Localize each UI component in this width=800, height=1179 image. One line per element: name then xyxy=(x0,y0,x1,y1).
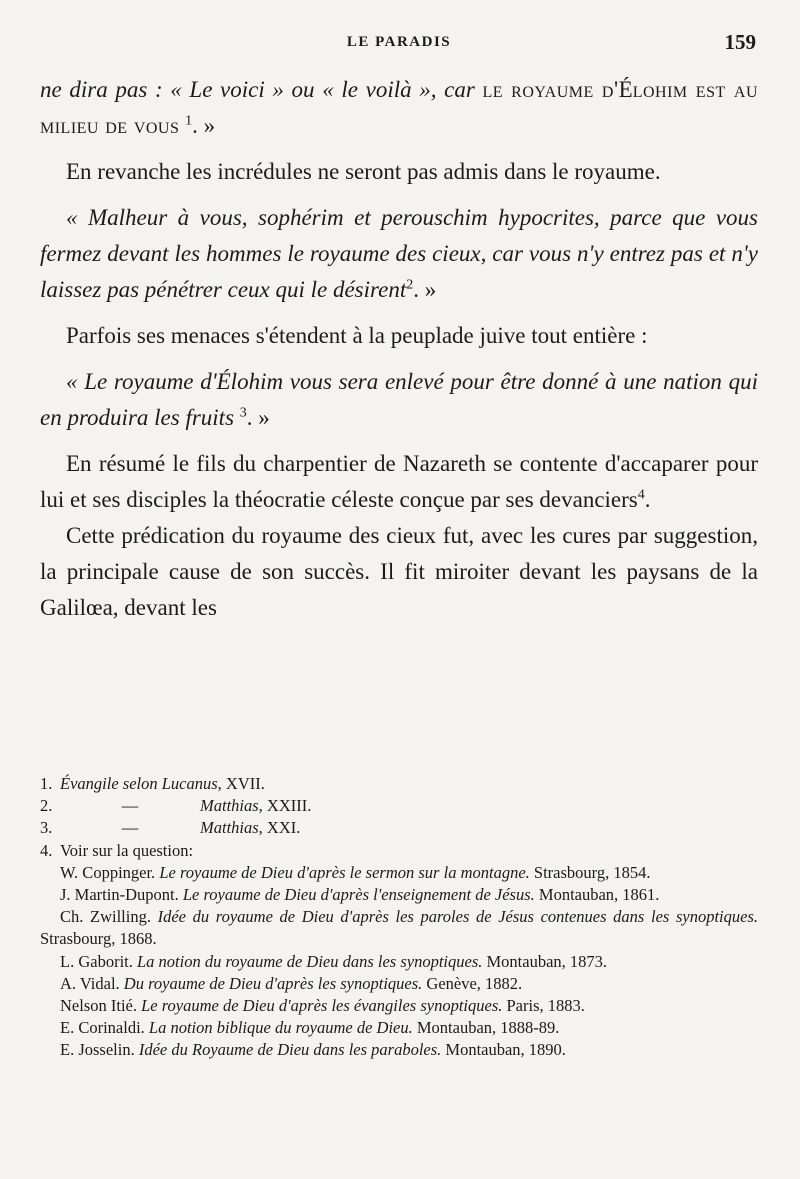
biblio-title: Du royaume de Dieu d'après les synoptiques. xyxy=(123,973,423,993)
biblio-title: La notion du royaume de Dieu dans les synoptiques. xyxy=(136,951,483,971)
footnote-number: 4. xyxy=(40,840,53,860)
footnote-ref-4[interactable]: 4 xyxy=(637,487,645,503)
ditto-dash: — xyxy=(121,818,139,838)
body-text xyxy=(40,72,758,626)
bibliography-entry xyxy=(40,884,758,906)
biblio-title: Le royaume de Dieu d'après les évangiles synoptiques. xyxy=(141,996,503,1016)
footnote-source: Matthias xyxy=(200,796,259,816)
footnote-ref-3[interactable]: 3 xyxy=(239,405,247,421)
page-number: 159 xyxy=(724,30,756,54)
bibliography-entry xyxy=(40,862,758,884)
footnote-source: Évangile selon Lucanus xyxy=(60,774,218,793)
quote-close: . » xyxy=(192,113,216,138)
small-caps-text: lohim est au milieu de vous xyxy=(40,77,758,138)
biblio-title: La notion biblique du royaume de Dieu. xyxy=(148,1018,413,1038)
biblio-title: Idée du royaume de Dieu d'après les paroles de Jésus contenues dans les synoptiques. xyxy=(157,907,758,927)
paragraph-2: En revanche les incrédules ne seront pas admis dans le royaume. xyxy=(66,159,661,184)
quote-text: « Malheur à vous, sophérim et perouschim hypocrites, parce que vous fermez devant les hommes le royaume des cieux, car vous n'y entrez pas et n'y laissez pas pénétrer ceux qui le désirent xyxy=(40,205,758,302)
biblio-publication: Genève, 1882. xyxy=(422,973,523,993)
footnote-1 xyxy=(40,773,758,795)
footnote-ref-1[interactable]: 1 xyxy=(185,113,193,129)
footnote-text: Voir sur la question: xyxy=(60,840,194,860)
capital-e: É xyxy=(618,77,633,102)
biblio-author: J. Martin-Dupont. xyxy=(60,885,183,905)
footnote-4 xyxy=(40,840,758,862)
footnotes xyxy=(40,773,758,1062)
footnote-2 xyxy=(40,795,758,817)
quote-close: . » xyxy=(246,405,270,430)
quote-text: « Le royaume d'Élohim vous sera enlevé pour être donné à une nation qui en produira les fruits xyxy=(40,369,758,430)
paragraph-7: Cette prédication du royaume des cieux fut, avec les cures par suggestion, la principale cause de son succès. Il fit miroiter devant les paysans de la Galilœa, devant les xyxy=(40,523,758,620)
biblio-publication: Montauban, 1888-89. xyxy=(412,1018,560,1038)
footnote-source: Matthias xyxy=(200,818,259,838)
biblio-publication: Strasbourg, 1868. xyxy=(40,929,157,949)
biblio-author: Nelson Itié. xyxy=(60,996,142,1016)
bibliography-entry xyxy=(40,973,758,995)
bibliography-entry xyxy=(40,1039,758,1061)
bibliography-entry xyxy=(40,1017,758,1039)
footnote-3 xyxy=(40,817,758,839)
ditto-dash: — xyxy=(121,796,139,816)
period: . xyxy=(644,487,651,512)
biblio-author: Ch. Zwilling. xyxy=(60,907,158,927)
footnote-ref-2[interactable]: 2 xyxy=(406,277,414,293)
paragraph-3 xyxy=(40,200,758,308)
biblio-author: A. Vidal. xyxy=(60,973,124,993)
biblio-publication: Montauban, 1861. xyxy=(534,885,660,905)
footnote-ref: , XXI. xyxy=(258,818,301,838)
small-caps-text: le royaume d' xyxy=(482,77,619,102)
biblio-title: Le royaume de Dieu d'après le sermon sur la montagne. xyxy=(159,862,530,882)
biblio-title: Le royaume de Dieu d'après l'enseignement de Jésus. xyxy=(182,885,535,905)
footnote-number: 2. xyxy=(40,796,53,816)
running-head xyxy=(40,30,758,58)
quote-text: ne dira pas : « Le voici » ou « le voilà », car xyxy=(40,77,483,102)
biblio-publication: Montauban, 1873. xyxy=(482,951,608,971)
paragraph-1 xyxy=(40,72,758,144)
footnote-ref: , XXIII. xyxy=(258,796,312,816)
biblio-publication: Strasbourg, 1854. xyxy=(529,862,651,882)
biblio-publication: Montauban, 1890. xyxy=(441,1040,566,1060)
biblio-author: E. Corinaldi. xyxy=(60,1018,149,1038)
biblio-author: L. Gaborit. xyxy=(60,951,137,971)
bibliography-entry xyxy=(40,995,758,1017)
bibliography-entry xyxy=(40,906,758,950)
bibliography-entry xyxy=(40,951,758,973)
bibliography-list xyxy=(40,862,758,1062)
biblio-title: Idée du Royaume de Dieu dans les paraboles. xyxy=(138,1040,442,1060)
footnote-number: 3. xyxy=(40,818,53,838)
biblio-author: E. Josselin. xyxy=(60,1040,139,1060)
biblio-publication: Paris, 1883. xyxy=(502,996,585,1016)
biblio-author: W. Coppinger. xyxy=(60,862,160,882)
paragraph-6 xyxy=(40,446,758,518)
paragraph-text: En résumé le fils du charpentier de Nazareth se contente d'accaparer pour lui et ses disciples la théocratie céleste conçue par ses devanciers xyxy=(40,451,758,512)
footnote-ref: , XVII. xyxy=(217,774,265,793)
footnote-number: 1. xyxy=(40,774,53,793)
paragraph-5 xyxy=(40,364,758,436)
paragraph-4: Parfois ses menaces s'étendent à la peuplade juive tout entière : xyxy=(66,323,648,348)
running-title: LE PARADIS xyxy=(346,34,452,50)
quote-close: . » xyxy=(413,277,437,302)
